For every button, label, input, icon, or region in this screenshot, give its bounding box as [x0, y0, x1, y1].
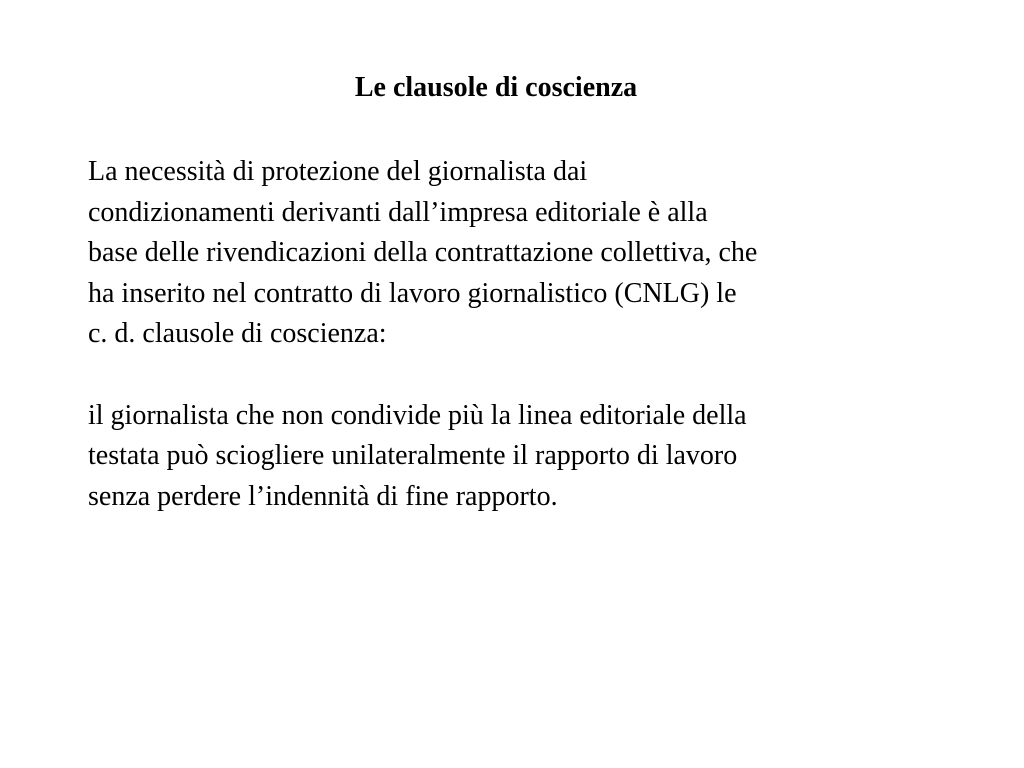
- slide-body: [88, 152, 968, 517]
- paragraph-intro: [88, 152, 968, 355]
- text-line: condizionamenti derivanti dall’impresa editoriale è alla: [88, 196, 708, 228]
- text-line: senza perdere l’indennità di fine rapporto.: [88, 480, 558, 512]
- text-line: base delle rivendicazioni della contrattazione collettiva, che: [88, 237, 758, 269]
- text-line: c. d. clausole di coscienza:: [88, 318, 387, 350]
- paragraph-spacer: [88, 355, 968, 396]
- text-line: testata può sciogliere unilateralmente il rapporto di lavoro: [88, 440, 738, 472]
- slide-title: Le clausole di coscienza: [354, 72, 638, 103]
- text-line: ha inserito nel contratto di lavoro giornalistico (CNLG) le: [88, 277, 737, 309]
- paragraph-definition: [88, 396, 968, 518]
- text-line: La necessità di protezione del giornalista dai: [88, 156, 588, 187]
- text-line: il giornalista che non condivide più la linea editoriale della: [88, 399, 747, 431]
